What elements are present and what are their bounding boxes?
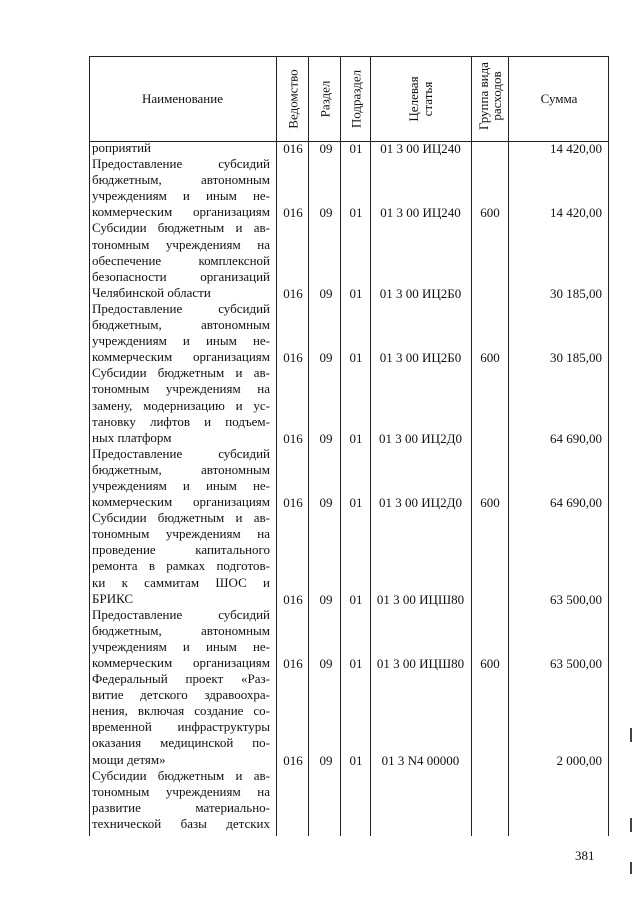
name-line: Предоставление субсидий: [92, 445, 270, 461]
cell-summa: 14 420,00: [550, 205, 602, 220]
cell-celevaya-statya: 01 3 00 ИЦШ80: [376, 656, 465, 671]
name-line: Субсидии бюджетным и ав-: [92, 220, 270, 236]
cell-celevaya-statya: 01 3 00 ИЦ2Д0: [379, 431, 462, 446]
cell-celevaya-statya: 01 3 00 ИЦ2Д0: [379, 495, 462, 510]
cell-podrazdel: 01: [349, 753, 363, 768]
cell-summa: 64 690,00: [550, 495, 602, 510]
col-border: [340, 56, 341, 836]
name-line: Предоставление субсидий: [92, 606, 270, 622]
cell-gruppa: 600: [480, 495, 500, 510]
col-border: [308, 56, 309, 836]
cell-summa: 14 420,00: [550, 141, 602, 156]
name-line: Федеральный проект «Раз-: [92, 671, 270, 687]
col-border: [89, 56, 90, 836]
cell-vedomstvo: 016: [283, 495, 303, 510]
page-number: 381: [575, 848, 595, 863]
table-top-border: [89, 56, 609, 57]
cell-gruppa: 600: [480, 205, 500, 220]
cell-summa: 63 500,00: [550, 592, 602, 607]
cell-podrazdel: 01: [349, 205, 363, 220]
name-line: тономным учреждениям на: [92, 526, 270, 542]
name-line: мощи детям»: [92, 751, 166, 767]
cell-vedomstvo: 016: [283, 141, 303, 156]
name-line: Челябинской области: [92, 284, 211, 300]
name-line: обеспечение комплексной: [92, 252, 270, 268]
name-line: учреждениям и иным не-: [92, 188, 270, 204]
name-line: нения, включая создание со-: [92, 703, 270, 719]
cell-vedomstvo: 016: [283, 753, 303, 768]
header-summa: Сумма: [540, 91, 578, 106]
name-line: учреждениям и иным не-: [92, 638, 270, 654]
name-line: Субсидии бюджетным и ав-: [92, 365, 270, 381]
name-line: Субсидии бюджетным и ав-: [92, 767, 270, 783]
scan-edge-mark: [630, 818, 632, 832]
cell-celevaya-statya: 01 3 00 ИЦШ80: [376, 592, 465, 607]
cell-razdel: 09: [319, 753, 333, 768]
name-line: бюджетным, автономным: [92, 172, 270, 188]
col-border: [471, 56, 472, 836]
cell-razdel: 09: [319, 350, 333, 365]
name-column: [92, 140, 270, 832]
cell-celevaya-statya: 01 3 00 ИЦ2Б0: [379, 350, 462, 365]
cell-vedomstvo: 016: [283, 350, 303, 365]
cell-razdel: 09: [319, 592, 333, 607]
name-line: бюджетным, автономным: [92, 317, 270, 333]
scan-edge-mark: [630, 728, 632, 742]
name-line: замену, модернизацию и ус-: [92, 397, 270, 413]
cell-vedomstvo: 016: [283, 656, 303, 671]
col-border: [276, 56, 277, 836]
cell-celevaya-statya: 01 3 00 ИЦ240: [380, 205, 461, 220]
name-line: учреждениям и иным не-: [92, 477, 270, 493]
name-line: Предоставление субсидий: [92, 156, 270, 172]
cell-vedomstvo: 016: [283, 286, 303, 301]
name-line: коммерческим организациям: [92, 494, 270, 510]
cell-vedomstvo: 016: [283, 592, 303, 607]
name-line: тономным учреждениям на: [92, 783, 270, 799]
cell-gruppa: 600: [480, 350, 500, 365]
cell-razdel: 09: [319, 431, 333, 446]
header-podrazdel: Подраздел: [348, 69, 364, 129]
name-line: коммерческим организациям: [92, 204, 270, 220]
name-line: бюджетным, автономным: [92, 622, 270, 638]
name-line: учреждениям и иным не-: [92, 333, 270, 349]
name-line: тономным учреждениям на: [92, 236, 270, 252]
cell-razdel: 09: [319, 141, 333, 156]
cell-razdel: 09: [319, 495, 333, 510]
col-border: [608, 56, 609, 836]
cell-summa: 30 185,00: [550, 286, 602, 301]
scan-edge-mark: [630, 862, 632, 874]
name-line: бюджетным, автономным: [92, 461, 270, 477]
name-line: Субсидии бюджетным и ав-: [92, 510, 270, 526]
name-line: ных платформ: [92, 429, 172, 445]
name-line: тономным учреждениям на: [92, 381, 270, 397]
cell-summa: 30 185,00: [550, 350, 602, 365]
name-line: развитие материально-: [92, 799, 270, 815]
name-line: оказания медицинской по-: [92, 735, 270, 751]
cell-podrazdel: 01: [349, 141, 363, 156]
cell-razdel: 09: [319, 286, 333, 301]
cell-summa: 2 000,00: [556, 753, 602, 768]
name-line: временной инфраструктуры: [92, 719, 270, 735]
name-line: коммерческим организациям: [92, 655, 270, 670]
cell-celevaya-statya: 01 3 N4 00000: [381, 753, 460, 768]
name-line: витие детского здравоохра-: [92, 687, 270, 703]
cell-razdel: 09: [319, 656, 333, 671]
header-vedomstvo: Ведомство: [285, 69, 301, 129]
name-line: технической базы детских: [92, 815, 270, 831]
cell-summa: 64 690,00: [550, 431, 602, 446]
name-line: коммерческим организациям: [92, 349, 270, 365]
name-line: ки к саммитам ШОС и: [92, 574, 270, 590]
name-line: безопасности организаций: [92, 268, 270, 284]
name-line: БРИКС: [92, 590, 134, 606]
cell-podrazdel: 01: [349, 592, 363, 607]
cell-celevaya-statya: 01 3 00 ИЦ240: [380, 141, 461, 156]
cell-summa: 63 500,00: [550, 656, 602, 671]
cell-razdel: 09: [319, 205, 333, 220]
header-celevaya-statya: Целевая статья: [406, 76, 435, 122]
cell-podrazdel: 01: [349, 286, 363, 301]
cell-podrazdel: 01: [349, 431, 363, 446]
name-line: Предоставление субсидий: [92, 300, 270, 316]
name-line: тановку лифтов и подъем-: [92, 413, 270, 429]
cell-podrazdel: 01: [349, 656, 363, 671]
header-gruppa-vida-rashodov: Группа вида расходов: [476, 62, 504, 130]
cell-vedomstvo: 016: [283, 431, 303, 446]
name-line: ремонта в рамках подготов-: [92, 558, 270, 574]
col-border: [508, 56, 509, 836]
cell-celevaya-statya: 01 3 00 ИЦ2Б0: [379, 286, 462, 301]
header-name: Наименование: [142, 91, 223, 106]
name-line: роприятий: [92, 140, 151, 155]
cell-vedomstvo: 016: [283, 205, 303, 220]
cell-podrazdel: 01: [349, 350, 363, 365]
name-line: проведение капитального: [92, 542, 270, 558]
header-razdel: Раздел: [317, 80, 333, 118]
cell-podrazdel: 01: [349, 495, 363, 510]
cell-gruppa: 600: [480, 656, 500, 671]
